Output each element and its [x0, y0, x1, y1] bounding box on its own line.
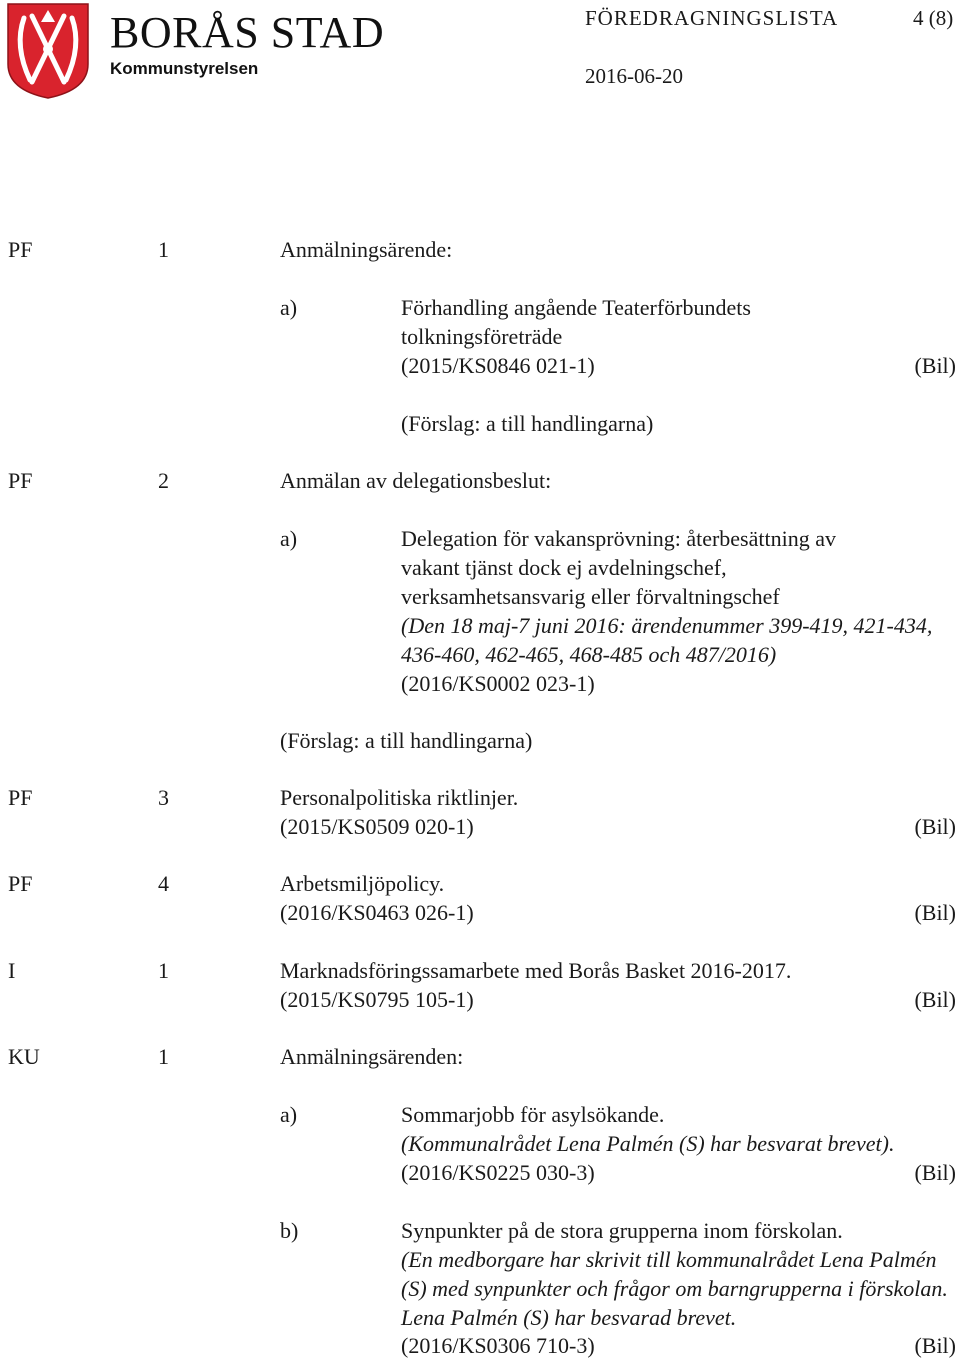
attachment-marker: (Bil) [914, 1333, 956, 1358]
document-date: 2016-06-20 [585, 64, 683, 88]
proposal-text: (Förslag: a till handlingarna) [401, 411, 654, 436]
item-number: 1 [158, 958, 169, 983]
item-category: I [8, 958, 16, 983]
subitem-reference: (2016/KS0002 023-1) [401, 671, 595, 696]
item-category: PF [8, 785, 33, 810]
item-title: Anmälan av delegationsbeslut: [280, 468, 552, 493]
subitem-label: a) [280, 295, 298, 320]
organization-unit: Kommunstyrelsen [110, 59, 259, 78]
attachment-marker: (Bil) [914, 987, 956, 1012]
item-category: PF [8, 468, 33, 493]
item-category: PF [8, 237, 33, 262]
item-reference: (2016/KS0463 026-1) [280, 900, 474, 925]
subitem-note-line: (Den 18 maj-7 juni 2016: ärendenummer 399-419, 421-434, [401, 613, 933, 638]
item-title: Anmälningsärenden: [280, 1044, 464, 1069]
subitem-note-line: (En medborgare har skrivit till kommunalrådet Lena Palmén [401, 1247, 937, 1272]
subitem-note-line: (S) med synpunkter och frågor om barngrupperna i förskolan. [401, 1276, 948, 1301]
item-category: KU [8, 1044, 40, 1069]
document-title: FÖREDRAGNINGSLISTA [585, 6, 839, 30]
item-reference: (2015/KS0509 020-1) [280, 814, 474, 839]
item-number: 1 [158, 237, 169, 262]
item-reference: (2015/KS0795 105-1) [280, 987, 474, 1012]
page-number: 4 (8) [913, 6, 954, 30]
proposal-text: (Förslag: a till handlingarna) [280, 728, 533, 753]
subitem-note-line: (Kommunalrådet Lena Palmén (S) har besvarat brevet). [401, 1131, 895, 1156]
subitem-text-line: Sommarjobb för asylsökande. [401, 1102, 665, 1127]
organization-name: BORÅS STAD [110, 8, 385, 57]
subitem-reference: (2016/KS0225 030-3) [401, 1160, 595, 1185]
subitem-text-line: verksamhetsansvarig eller förvaltningschef [401, 584, 780, 609]
subitem-text-line: vakant tjänst dock ej avdelningschef, [401, 555, 727, 580]
subitem-text-line: Synpunkter på de stora grupperna inom förskolan. [401, 1218, 843, 1243]
item-category: PF [8, 871, 33, 896]
boras-coat-of-arms-icon [6, 2, 90, 100]
item-number: 2 [158, 468, 169, 493]
subitem-text-line: Förhandling angående Teaterförbundets [401, 295, 751, 320]
item-title: Arbetsmiljöpolicy. [280, 871, 445, 896]
subitem-label: a) [280, 1102, 298, 1127]
item-number: 4 [158, 871, 169, 896]
item-title: Anmälningsärende: [280, 237, 453, 262]
subitem-label: a) [280, 526, 298, 551]
item-number: 3 [158, 785, 169, 810]
attachment-marker: (Bil) [914, 814, 956, 839]
item-title: Marknadsföringssamarbete med Borås Basket 2016-2017. [280, 958, 792, 983]
subitem-text-line: Delegation för vakansprövning: återbesättning av [401, 526, 836, 551]
subitem-note-line: Lena Palmén (S) har besvarad brevet. [401, 1305, 737, 1330]
attachment-marker: (Bil) [914, 1160, 956, 1185]
subitem-label: b) [280, 1218, 299, 1243]
subitem-note-line: 436-460, 462-465, 468-485 och 487/2016) [401, 642, 777, 667]
attachment-marker: (Bil) [914, 353, 956, 378]
item-number: 1 [158, 1044, 169, 1069]
subitem-reference: (2015/KS0846 021-1) [401, 353, 595, 378]
subitem-reference: (2016/KS0306 710-3) [401, 1333, 595, 1358]
item-title: Personalpolitiska riktlinjer. [280, 785, 519, 810]
attachment-marker: (Bil) [914, 900, 956, 925]
subitem-text-line: tolkningsföreträde [401, 324, 563, 349]
